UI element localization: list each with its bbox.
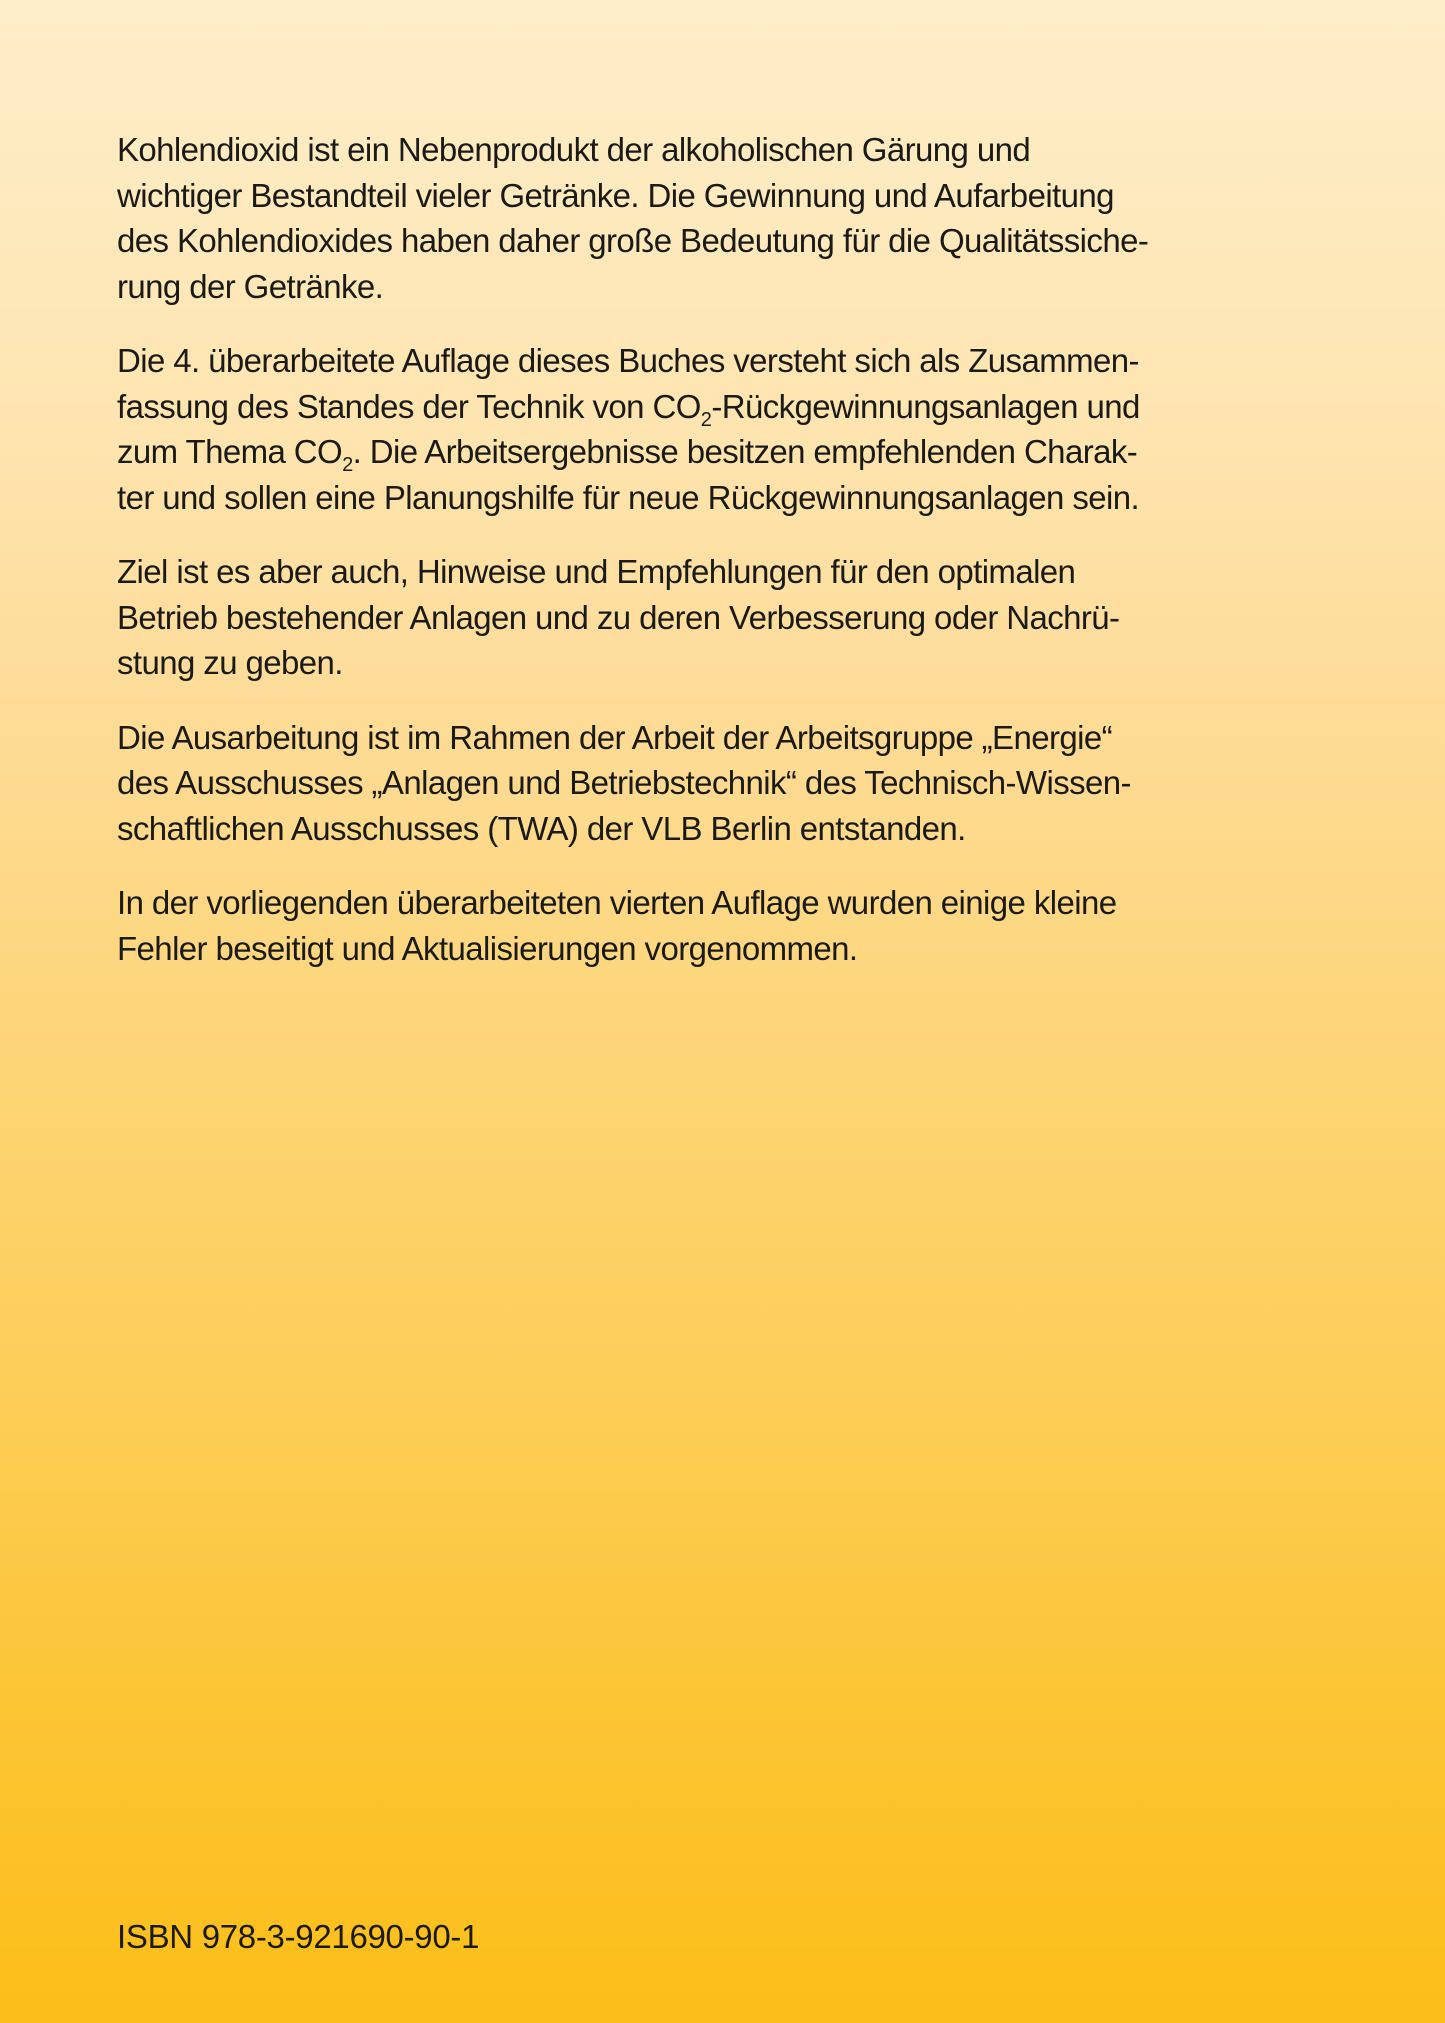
co2-subscript: 2 [700,408,712,431]
isbn-number: ISBN 978-3-921690-90-1 [117,1918,480,1955]
text-line: stung zu geben. [117,644,343,681]
text-line: Die 4. überarbeitete Auflage dieses Buches versteht sich als Zusammen- [117,342,1139,379]
text-line: wichtiger Bestandteil vieler Getränke. Die Gewinnung und Aufarbeitung [117,176,1114,214]
text-line [117,384,1347,430]
text-line: rung der Getränke. [117,267,384,305]
text-line: des Ausschusses „Anlagen und Betriebstechnik“ des Technisch-Wissen- [117,764,1131,801]
text-line: Betrieb bestehender Anlagen und zu deren Verbesserung oder Nachrü- [117,598,1120,636]
paragraph-intro [117,127,1347,309]
text-fragment: . Die Arbeitsergebnisse besitzen empfehlenden Charak- [352,433,1138,470]
text-fragment: fassung des Standes der Technik von CO [117,387,701,425]
paragraph-edition [117,338,1347,520]
text-line: In der vorliegenden überarbeiteten vierten Auflage wurden einige kleine [117,884,1117,921]
text-line: ter und sollen eine Planungshilfe für neue Rückgewinnungsanlagen sein. [117,478,1140,516]
text-line: schaftlichen Ausschusses (TWA) der VLB Berlin entstanden. [117,809,966,847]
text-line: Die Ausarbeitung ist im Rahmen der Arbeit der Arbeitsgruppe „Energie“ [117,718,1112,756]
paragraph-origin [117,715,1347,852]
paragraph-goal [117,549,1347,686]
text-line: Ziel ist es aber auch, Hinweise und Empfehlungen für den optimalen [117,553,1076,590]
text-line: des Kohlendioxides haben daher große Bedeutung für die Qualitätssiche- [117,222,1149,259]
blurb-text [117,127,1347,1000]
text-line: Fehler beseitigt und Aktualisierungen vorgenommen. [117,929,858,967]
text-line [117,429,1347,475]
text-line: Kohlendioxid ist ein Nebenprodukt der alkoholischen Gärung und [117,131,1031,168]
text-fragment: zum Thema CO [117,433,343,470]
text-fragment: -Rückgewinnungsanlagen und [711,387,1140,425]
paragraph-revisions [117,880,1347,971]
co2-subscript: 2 [342,454,353,476]
